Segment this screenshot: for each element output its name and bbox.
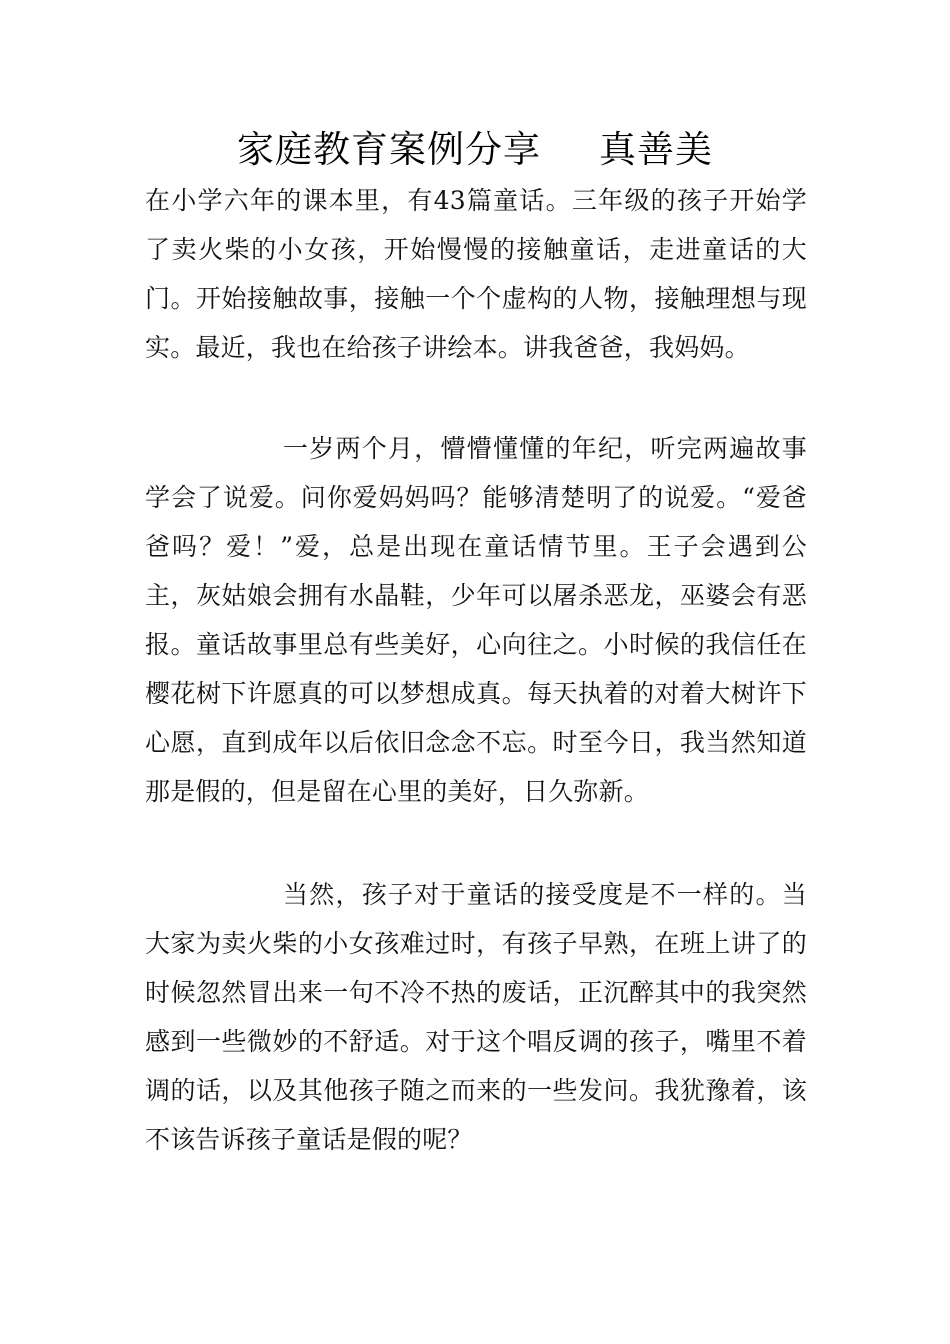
- paragraph-3: 当然，孩子对于童话的接受度是不一样的。当大家为卖火柴的小女孩难过时，有孩子早熟，在班上讲了的时候忽然冒出来一句不冷不热的废话，正沉醉其中的我突然感到一些微妙的不舒适。对于这个唱反调的孩子，嘴里不着调的话，以及其他孩子随之而来的一些发问。我犹豫着，该不该告诉孩子童话是假的呢？: [145, 880, 807, 1154]
- title-main: 家庭教育案例分享: [237, 128, 541, 171]
- title-sub: 真善美: [599, 128, 713, 171]
- paragraph-2: 一岁两个月，懵懵懂懂的年纪，听完两遍故事学会了说爱。问你爱妈妈吗？能够清楚明了的说爱。“爱爸爸吗？爱！”爱，总是出现在童话情节里。王子会遇到公主，灰姑娘会拥有水晶鞋，少年可以屠杀恶龙，巫婆会有恶报。童话故事里总有些美好，心向往之。小时候的我信任在樱花树下许愿真的可以梦想成真。每天执着的对着大树许下心愿，直到成年以后依旧念念不忘。时至今日，我当然知道那是假的，但是留在心里的美好，日久弥新。: [145, 434, 807, 806]
- page-title: [0, 124, 950, 176]
- paragraph-1: 在小学六年的课本里，有43篇童话。三年级的孩子开始学了卖火柴的小女孩，开始慢慢的接触童话，走进童话的大门。开始接触故事，接触一个个虚构的人物，接触理想与现实。最近，我也在给孩子讲绘本。讲我爸爸，我妈妈。: [145, 186, 807, 362]
